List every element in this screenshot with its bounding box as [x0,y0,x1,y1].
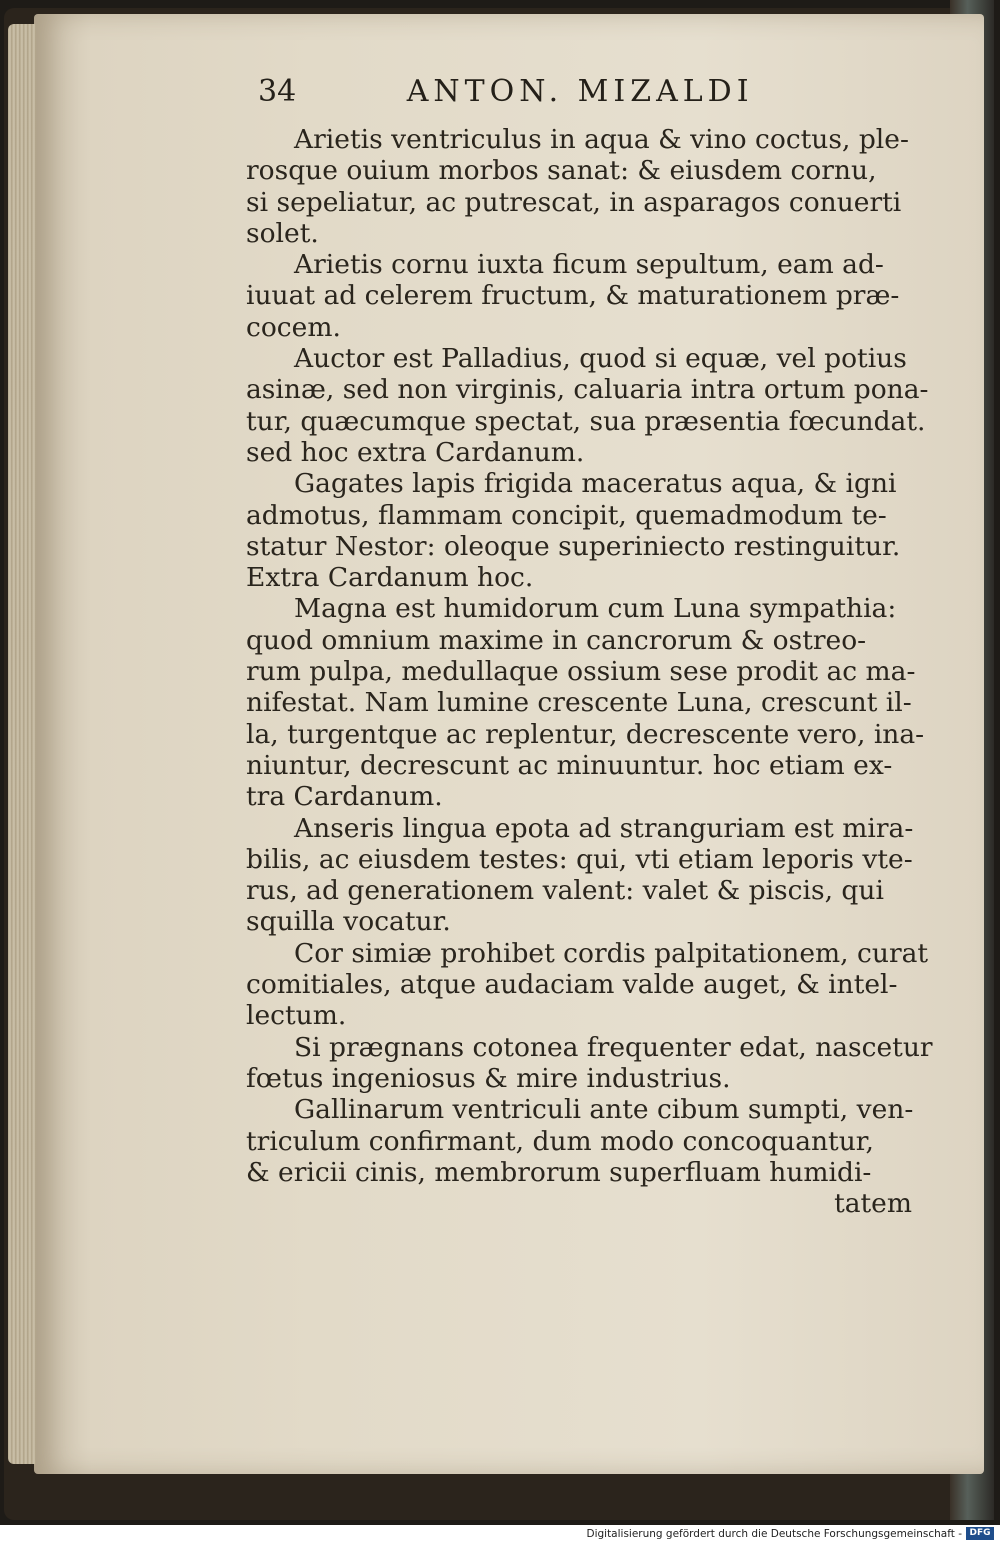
text-line: Si prægnans cotonea frequenter edat, nascetur [294,1031,933,1063]
text-line: quod omnium maxime in cancrorum & ostreo- [246,624,867,656]
text-line: Gagates lapis frigida maceratus aqua, & igni [294,468,897,500]
text-line: statur Nestor: oleoque superiniecto restinguitur. [246,530,901,562]
running-title: ANTON. MIZALDI [406,74,754,109]
body-text [246,124,933,1220]
text-line: iuuat ad celerem fructum, & maturationem præ- [246,280,900,312]
text-line: Arietis ventriculus in aqua & vino coctus, ple- [294,124,909,155]
text-line: triculum confirmant, dum modo concoquantur, [246,1125,874,1157]
text-line: Cor simiæ prohibet cordis palpitationem, curat [294,937,929,969]
paragraph [246,343,929,468]
text-line: cocem. [246,311,341,343]
text-line: rus, ad generationem valent: valet & piscis, qui [246,875,884,907]
running-header [258,74,858,114]
text-line: & ericii cinis, membrorum superfluam humidi- [246,1156,872,1188]
text-line: Arietis cornu iuxta ficum sepultum, eam ad- [294,249,884,281]
paragraph [246,593,926,812]
text-line: la, turgentque ac replentur, decrescente vero, ina- [246,718,925,750]
page-edge [8,24,36,1464]
text-line: rum pulpa, medullaque ossium sese prodit ac ma- [246,656,916,688]
text-line: solet. [246,217,319,249]
text-line: nifestat. Nam lumine crescente Luna, crescunt il- [246,687,912,719]
footer-credit: Digitalisierung gefördert durch die Deutsche Forschungsgemeinschaft - [586,1528,962,1540]
text-line: Anseris lingua epota ad stranguriam est mira- [294,812,914,844]
text-line: sed hoc extra Cardanum. [246,436,585,468]
text-line: bilis, ac eiusdem testes: qui, vti etiam leporis vte- [246,843,913,875]
paragraph [246,813,926,938]
text-line: rosque ouium morbos sanat: & eiusdem cornu, [246,155,877,187]
paragraph [246,124,926,249]
text-line: Magna est humidorum cum Luna sympathia: [294,593,897,625]
text-line: Gallinarum ventriculi ante cibum sumpti, ven- [294,1094,914,1126]
page-number: 34 [258,74,297,109]
text-line: tur, quæcumque spectat, sua præsentia fœcundat. [246,405,926,437]
dfg-logo: DFG [966,1527,994,1540]
text-line: niuntur, decrescunt ac minuuntur. hoc etiam ex- [246,749,893,781]
paragraph [246,1094,926,1188]
text-line: admotus, flammam concipit, quemadmodum te- [246,499,887,531]
text-line: Extra Cardanum hoc. [246,562,534,594]
paragraph [246,937,929,1032]
catchword: tatem [834,1188,912,1220]
paragraph [246,249,926,343]
text-line: lectum. [246,1000,347,1032]
text-line: fœtus ingeniosus & mire industrius. [246,1062,731,1094]
paragraph [246,1031,933,1095]
text-line: asinæ, sed non virginis, caluaria intra ortum pona- [246,374,929,406]
text-line: Auctor est Palladius, quod si equæ, vel potius [294,343,907,375]
text-line: comitiales, atque audaciam valde auget, & intel- [246,969,898,1001]
text-line: tra Cardanum. [246,781,443,813]
paragraph [246,468,926,593]
text-line: si sepeliatur, ac putrescat, in asparagos conuerti [246,186,902,218]
text-line: squilla vocatur. [246,906,451,938]
